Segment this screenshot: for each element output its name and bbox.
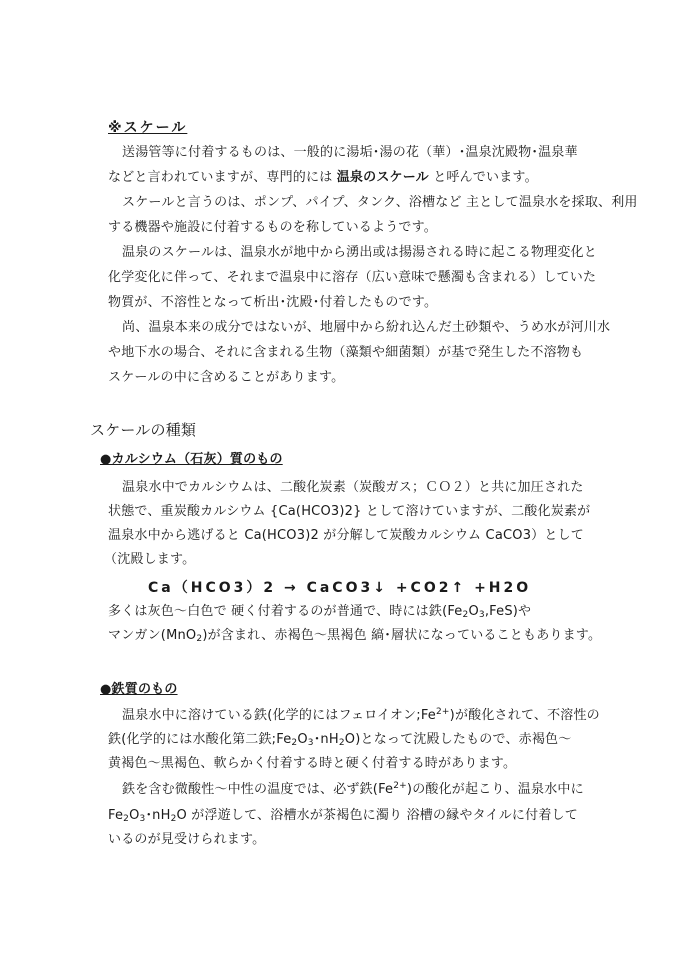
intro-line-2 xyxy=(108,168,538,188)
scale-term: 温泉のスケール xyxy=(336,170,429,185)
calcium-line-1: 温泉水中でカルシウムは、二酸化炭素（炭酸ガス；ＣＯ２）と共に加圧された xyxy=(122,480,584,495)
intro-line-4: する機器や施設に付着するものを称しているようです。 xyxy=(108,220,437,235)
intro-line-10: スケールの中に含めることがあります。 xyxy=(108,370,345,385)
i2d: 3 xyxy=(307,738,314,748)
i4b: 2+ xyxy=(393,781,407,791)
intro-line-5: 温泉のスケールは、温泉水が地中から湧出或は揚湯される時に起こる物理変化と xyxy=(122,245,597,260)
i2g: O)となって沈殿したもので、赤褐色～ xyxy=(344,732,572,747)
calcium-line-4: （沈殿します。 xyxy=(104,552,196,567)
calcium-line-2: 状態で、重炭酸カルシウム {Ca(HCO3)2} として溶けていますが、二酸化炭素が xyxy=(108,504,591,519)
i2e: ･nH xyxy=(313,732,339,747)
i4c: )の酸化が起こり、温泉水中に xyxy=(406,782,584,797)
intro-line-6: 化学変化に伴って、それまで温泉中に溶存（広い意味で懸濁も含まれる）していた xyxy=(108,270,597,285)
iron-line-1 xyxy=(122,706,600,726)
iron-heading: ●鉄質のもの xyxy=(100,682,178,697)
i2b: 2 xyxy=(291,738,298,748)
iron-line-6: いるのが見受けられます。 xyxy=(108,832,266,847)
calcium-line-3: 温泉水中から逃げると Ca(HCO3)2 が分解して炭酸カルシウム CaCO3）として xyxy=(108,528,584,543)
c6a: マンガン(MnO xyxy=(108,628,197,643)
intro-line-2-c: と呼んでいます。 xyxy=(428,170,538,185)
calcium-line-6 xyxy=(108,626,601,646)
i1b: 2+ xyxy=(436,707,450,717)
intro-line-2-a: などと言われていますが、専門的には xyxy=(108,170,337,185)
c6b: 2 xyxy=(196,634,203,644)
c5e: ,FeS)や xyxy=(484,604,532,619)
intro-line-1: 送湯管等に付着するものは、一般的に湯垢･湯の花（華）･温泉沈殿物･温泉華 xyxy=(122,145,578,160)
intro-line-9: や地下水の場合、それに含まれる生物（藻類や細菌類）が基で発生した不溶物も xyxy=(108,345,584,360)
calcium-heading: ●カルシウム（石灰）質のもの xyxy=(100,452,283,467)
intro-line-3: スケールと言うのは、ポンプ、パイプ、タンク、浴槽など 主として温泉水を採取、利用 xyxy=(122,195,638,210)
reaction-formula: Ca（HCO3）2 → CaCO3↓ +CO2↑ +H2O xyxy=(148,580,532,596)
intro-line-8: 尚、温泉本来の成分ではないが、地層中から紛れ込んだ土砂類や、うめ水が河川水 xyxy=(122,320,611,335)
iron-line-3: 黄褐色～黒褐色、軟らかく付着する時と硬く付着する時があります。 xyxy=(108,756,517,771)
i5e: ･nH xyxy=(145,808,171,823)
i5f: 2 xyxy=(170,814,177,824)
i1c: )が酸化されて、不溶性の xyxy=(449,708,600,723)
i5g: O が浮遊して、浴槽水が茶褐色に濁り 浴槽の縁やタイルに付着して xyxy=(176,808,578,823)
intro-line-7: 物質が、不溶性となって析出･沈殿･付着したものです。 xyxy=(108,295,438,310)
c5b: 2 xyxy=(462,610,469,620)
i5a: Fe xyxy=(108,808,124,823)
i5c: O xyxy=(129,808,140,823)
iron-line-2 xyxy=(108,730,571,750)
i4a: 鉄を含む微酸性～中性の温度では、必ず鉄(Fe xyxy=(122,782,394,797)
i2c: O xyxy=(297,732,308,747)
c6c: )が含まれ、赤褐色～黒褐色 縞･層状になっていることもあります。 xyxy=(202,628,602,643)
i5b: 2 xyxy=(123,814,130,824)
calcium-line-5 xyxy=(108,602,531,622)
i5d: 3 xyxy=(139,814,146,824)
iron-line-5 xyxy=(108,806,578,826)
section-title: ※スケール xyxy=(108,120,188,136)
c5c: O xyxy=(468,604,479,619)
i1a: 温泉水中に溶けている鉄(化学的にはフェロイオン;Fe xyxy=(122,708,436,723)
iron-line-4 xyxy=(122,780,584,800)
types-heading: スケールの種類 xyxy=(90,421,197,439)
i2f: 2 xyxy=(338,738,345,748)
c5d: 3 xyxy=(478,610,485,620)
c5a: 多くは灰色～白色で 硬く付着するのが普通で、時には鉄(Fe xyxy=(108,604,463,619)
i2a: 鉄(化学的には水酸化第二鉄;Fe xyxy=(108,732,292,747)
